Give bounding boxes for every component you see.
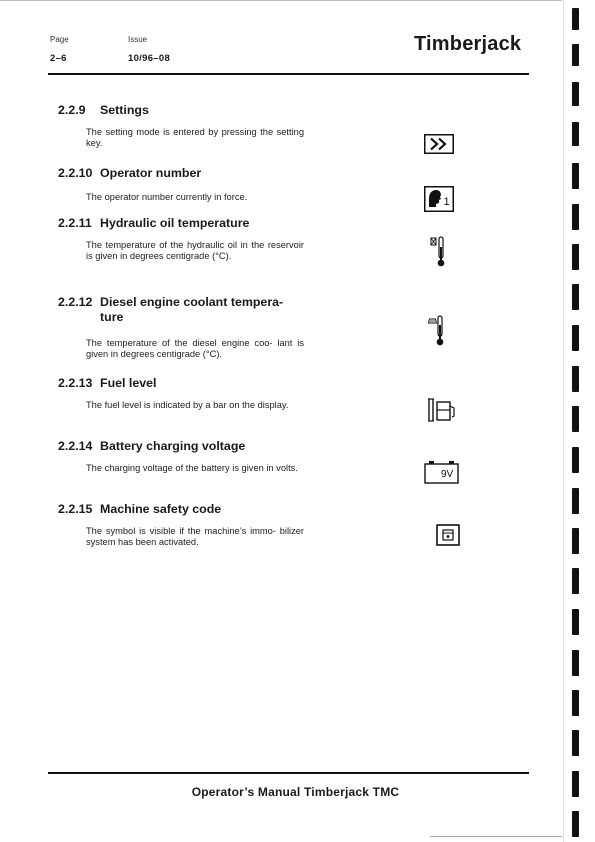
section-body: The fuel level is indicated by a bar on the display. bbox=[86, 400, 289, 410]
section-heading bbox=[58, 439, 358, 454]
section-body: The temperature of the hydraulic oil in the reservoir is given in degrees centigrade (°C). bbox=[86, 240, 304, 261]
thumb-index-tab bbox=[572, 488, 579, 514]
section-body: The operator number currently in force. bbox=[86, 192, 248, 202]
section-number: 2.2.10 bbox=[58, 166, 93, 180]
section-title: Fuel level bbox=[100, 376, 157, 390]
thumb-index-tab bbox=[572, 284, 579, 310]
thumb-index-tab bbox=[572, 730, 579, 756]
battery-voltage-icon bbox=[424, 459, 460, 485]
fuel-level-icon bbox=[427, 397, 459, 423]
section-number: 2.2.14 bbox=[58, 439, 93, 453]
battery-voltage-value: 9V bbox=[441, 469, 454, 480]
section-body: The setting mode is entered by pressing the setting key. bbox=[86, 127, 304, 148]
section-title: Battery charging voltage bbox=[100, 439, 246, 453]
thumb-index-tab bbox=[572, 568, 579, 594]
section-title: Hydraulic oil temperature bbox=[100, 216, 250, 230]
section-title: Operator number bbox=[100, 166, 202, 180]
section-number: 2.2.9 bbox=[58, 103, 86, 117]
thumb-index-tab bbox=[572, 325, 579, 351]
footer-text: Operator’s Manual Timberjack TMC bbox=[191, 785, 400, 799]
thumb-index-tab bbox=[572, 811, 579, 837]
brand-logo-text: Timberjack bbox=[414, 33, 522, 55]
section-heading bbox=[58, 103, 358, 118]
double-chevron-right-icon bbox=[424, 134, 454, 154]
page-footer bbox=[0, 785, 595, 799]
section-title: Machine safety code bbox=[100, 502, 222, 516]
page-label: Page bbox=[50, 35, 69, 44]
section-heading bbox=[58, 376, 358, 391]
thumb-index-tab bbox=[572, 609, 579, 635]
thumb-index-tab bbox=[572, 406, 579, 432]
section-number: 2.2.13 bbox=[58, 376, 93, 390]
thumb-index-tab bbox=[572, 771, 579, 797]
thumb-index-tab bbox=[572, 163, 579, 189]
coolant-temperature-icon bbox=[427, 315, 445, 347]
footer-rule bbox=[48, 772, 529, 774]
operator-digit: 1 bbox=[443, 196, 450, 208]
section-heading bbox=[58, 216, 358, 231]
section-number: 2.2.11 bbox=[58, 216, 92, 230]
section-body: The charging voltage of the battery is given in volts. bbox=[86, 463, 298, 473]
thumb-index-tab bbox=[572, 204, 579, 230]
thumb-index-tab bbox=[572, 650, 579, 676]
section-body: The symbol is visible if the machine’s immo- bilizer system has been activated. bbox=[86, 526, 304, 547]
section-number: 2.2.12 bbox=[58, 295, 93, 309]
section-heading bbox=[58, 166, 358, 181]
issue-value: 10/96–08 bbox=[128, 53, 171, 64]
page-header bbox=[0, 0, 595, 80]
header-rule bbox=[48, 73, 529, 75]
section-title-continuation: ture bbox=[100, 310, 124, 324]
thumb-index-tab bbox=[572, 82, 579, 106]
immobilizer-lock-icon bbox=[436, 524, 460, 546]
thumb-index-tab bbox=[572, 690, 579, 716]
section-title: Diesel engine coolant tempera- bbox=[100, 295, 284, 309]
hydraulic-oil-temperature-icon bbox=[430, 236, 446, 268]
thumb-index-tab bbox=[572, 447, 579, 473]
operator-number-icon bbox=[424, 186, 454, 212]
thumb-index-tab bbox=[572, 44, 579, 66]
issue-label: Issue bbox=[128, 35, 148, 44]
thumb-index-tab bbox=[572, 8, 579, 30]
section-heading bbox=[58, 295, 358, 325]
thumb-index-tab bbox=[572, 528, 579, 554]
thumb-index-tab bbox=[572, 122, 579, 146]
thumb-index-tab bbox=[572, 366, 579, 392]
section-title: Settings bbox=[100, 103, 149, 117]
thumb-index-tab bbox=[572, 244, 579, 270]
section-number: 2.2.15 bbox=[58, 502, 93, 516]
page-number: 2–6 bbox=[50, 53, 67, 64]
bottom-rule bbox=[430, 836, 562, 837]
section-body: The temperature of the diesel engine coo- lant is given in degrees centigrade (°C). bbox=[86, 338, 304, 359]
section-heading bbox=[58, 502, 358, 517]
page-edge-shadow bbox=[563, 0, 564, 842]
